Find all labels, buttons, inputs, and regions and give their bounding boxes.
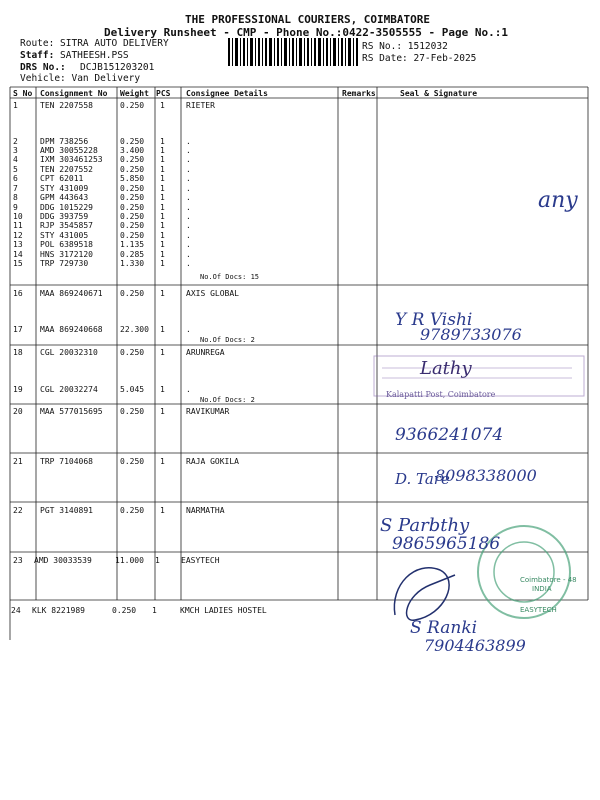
drs-label: DRS No.: <box>20 62 66 73</box>
pcs: 1 <box>160 240 165 249</box>
consignee: RAVIKUMAR <box>186 407 230 416</box>
staff-value: SATHEESH.PSS <box>60 50 129 61</box>
pcs: 1 <box>160 407 165 416</box>
table-row: 2 <box>13 137 18 146</box>
table-row: 22 <box>13 506 23 515</box>
consignment-no: RJP 3545857 <box>40 221 93 230</box>
table-row: 9 <box>13 203 18 212</box>
consignment-no: TRP 7104068 <box>40 457 93 466</box>
table-row: 21 <box>13 457 23 466</box>
consignment-no: STY 431009 <box>40 184 89 193</box>
col-header-weight: Weight <box>120 89 149 98</box>
consignment-no: MAA 577015695 <box>40 407 103 416</box>
weight: 5.850 <box>120 174 145 183</box>
weight: 3.400 <box>120 146 145 155</box>
pcs: 1 <box>155 556 160 565</box>
consignee: . <box>186 231 191 240</box>
seal-company: EASYTECH <box>520 606 557 614</box>
col-header-seal: Seal & Signature <box>400 89 478 98</box>
table-row: 12 <box>13 231 23 240</box>
consignee: AXIS GLOBAL <box>186 289 239 298</box>
consignee: KMCH LADIES HOSTEL <box>180 606 267 615</box>
consignment-no: DDG 393759 <box>40 212 89 221</box>
consignee: . <box>186 259 191 268</box>
consignment-no: CGL 20032274 <box>40 385 98 394</box>
table-row: 11 <box>13 221 23 230</box>
company-title: THE PROFESSIONAL COURIERS, COIMBATORE <box>185 13 431 26</box>
signature-row21-phone: 8098338000 <box>435 466 537 485</box>
table-row: 8 <box>13 193 18 202</box>
weight: 0.250 <box>120 184 145 193</box>
pcs: 1 <box>160 165 165 174</box>
consignee: . <box>186 203 191 212</box>
staff-label: Staff: <box>20 50 55 61</box>
signature-row17-phone: 9789733076 <box>420 325 522 344</box>
weight: 0.250 <box>120 348 145 357</box>
doc-count: No.Of Docs: 2 <box>200 396 255 404</box>
doc-count: No.Of Docs: 15 <box>200 273 260 281</box>
col-header-consignment: Consignment No <box>40 89 108 98</box>
pcs: 1 <box>160 137 165 146</box>
table-row: 20 <box>13 407 23 416</box>
weight: 0.250 <box>120 203 145 212</box>
signature-row24-phone: 7904463899 <box>424 636 526 655</box>
vehicle-label: Vehicle: Van Delivery <box>20 73 141 84</box>
pcs: 1 <box>160 289 165 298</box>
pcs: 1 <box>160 457 165 466</box>
weight: 0.285 <box>120 250 145 259</box>
pcs: 1 <box>160 348 165 357</box>
barcode <box>228 38 358 66</box>
table-row: 23 <box>13 556 23 565</box>
consignment-no: DDG 1015229 <box>40 203 93 212</box>
consignment-no: DPM 738256 <box>40 137 89 146</box>
consignment-no: HNS 3172120 <box>40 250 93 259</box>
signature-row1: any <box>538 188 578 213</box>
signature-row18: Lathy <box>420 358 472 379</box>
consignee: . <box>186 385 191 394</box>
table-row: 5 <box>13 165 18 174</box>
drs-value: DCJB151203201 <box>80 62 155 73</box>
consignment-no: IXM 303461253 <box>40 155 103 164</box>
consignee: . <box>186 184 191 193</box>
weight: 0.250 <box>112 606 137 615</box>
pcs: 1 <box>160 221 165 230</box>
table-row: 14 <box>13 250 23 259</box>
pcs: 1 <box>160 259 165 268</box>
consignment-no: CPT 62011 <box>40 174 84 183</box>
consignee: . <box>186 165 191 174</box>
consignee: . <box>186 221 191 230</box>
signature-row22-name: S Parbthy <box>380 515 470 536</box>
consignment-no: TEN 2207558 <box>40 101 93 110</box>
stamp-address: Kalapatti Post, Coimbatore <box>386 390 496 399</box>
consignee: RAJA GOKILA <box>186 457 239 466</box>
table-row: 10 <box>13 212 23 221</box>
runsheet-subtitle: Delivery Runsheet - CMP - Phone No.:0422-3505555 - Page No.:1 <box>104 26 508 39</box>
weight: 0.250 <box>120 457 145 466</box>
pcs: 1 <box>160 250 165 259</box>
consignee: . <box>186 250 191 259</box>
consignee: ARUNREGA <box>186 348 225 357</box>
table-row: 18 <box>13 348 23 357</box>
consignee: . <box>186 212 191 221</box>
table-row: 7 <box>13 184 18 193</box>
pcs: 1 <box>160 101 165 110</box>
table-row: 19 <box>13 385 23 394</box>
consignment-no: CGL 20032310 <box>40 348 98 357</box>
signature-row21-name: D. Tare <box>395 470 450 488</box>
route-label: Route: SITRA AUTO DELIVERY <box>20 38 169 49</box>
pcs: 1 <box>160 155 165 164</box>
signature-row17-name: Y R Vishi <box>395 310 473 330</box>
weight: 22.300 <box>120 325 149 334</box>
pcs: 1 <box>160 174 165 183</box>
pcs: 1 <box>160 184 165 193</box>
consignment-no: MAA 869240668 <box>40 325 103 334</box>
consignment-no: AMD 30055228 <box>40 146 98 155</box>
consignment-no: PGT 3140891 <box>40 506 93 515</box>
weight: 0.250 <box>120 155 145 164</box>
pcs: 1 <box>160 325 165 334</box>
pcs: 1 <box>160 212 165 221</box>
consignee: . <box>186 240 191 249</box>
consignment-no: POL 6389518 <box>40 240 93 249</box>
col-header-sno: S No <box>13 89 33 98</box>
table-row: 4 <box>13 155 18 164</box>
weight: 1.135 <box>120 240 145 249</box>
consignee: . <box>186 174 191 183</box>
weight: 0.250 <box>120 506 145 515</box>
col-header-pcs: PCS <box>156 89 171 98</box>
table-row: 6 <box>13 174 18 183</box>
consignment-no: GPM 443643 <box>40 193 89 202</box>
col-header-consignee: Consignee Details <box>186 89 268 98</box>
table-row: 1 <box>13 101 18 110</box>
rs-date: RS Date: 27-Feb-2025 <box>362 53 477 64</box>
consignment-no: MAA 869240671 <box>40 289 103 298</box>
pcs: 1 <box>160 203 165 212</box>
col-header-remarks: Remarks <box>342 89 376 98</box>
table-row: 24 <box>11 606 21 615</box>
weight: 0.250 <box>120 193 145 202</box>
pcs: 1 <box>160 231 165 240</box>
weight: 0.250 <box>120 221 145 230</box>
weight: 11.000 <box>115 556 144 565</box>
weight: 0.250 <box>120 101 145 110</box>
consignee: . <box>186 146 191 155</box>
doc-count: No.Of Docs: 2 <box>200 336 255 344</box>
weight: 0.250 <box>120 231 145 240</box>
rs-number: RS No.: 1512032 <box>362 41 448 52</box>
table-row: 17 <box>13 325 23 334</box>
seal-country: INDIA <box>532 585 552 593</box>
pcs: 1 <box>152 606 157 615</box>
consignee: NARMATHA <box>186 506 225 515</box>
consignment-no: TEN 2207552 <box>40 165 93 174</box>
consignee: EASYTECH <box>181 556 220 565</box>
weight: 0.250 <box>120 165 145 174</box>
signature-row20: 9366241074 <box>395 425 504 445</box>
pcs: 1 <box>160 385 165 394</box>
weight: 0.250 <box>120 289 145 298</box>
consignee: . <box>186 325 191 334</box>
consignee: . <box>186 193 191 202</box>
consignment-no: STY 431005 <box>40 231 89 240</box>
signature-row24-name: S Ranki <box>410 618 478 638</box>
weight: 5.045 <box>120 385 145 394</box>
consignment-no: TRP 729730 <box>40 259 89 268</box>
pcs: 1 <box>160 146 165 155</box>
table-row: 16 <box>13 289 23 298</box>
signature-row22-phone: 9865965186 <box>392 534 501 554</box>
consignee: . <box>186 137 191 146</box>
consignee: RIETER <box>186 101 215 110</box>
consignment-no: KLK 8221989 <box>32 606 85 615</box>
pcs: 1 <box>160 506 165 515</box>
table-row: 13 <box>13 240 23 249</box>
pcs: 1 <box>160 193 165 202</box>
table-row: 3 <box>13 146 18 155</box>
weight: 0.250 <box>120 407 145 416</box>
seal-city: Coimbatore - 48 <box>520 576 577 584</box>
weight: 0.250 <box>120 212 145 221</box>
weight: 1.330 <box>120 259 145 268</box>
weight: 0.250 <box>120 137 145 146</box>
table-row: 15 <box>13 259 23 268</box>
consignee: . <box>186 155 191 164</box>
consignment-no: AMD 30033539 <box>34 556 92 565</box>
